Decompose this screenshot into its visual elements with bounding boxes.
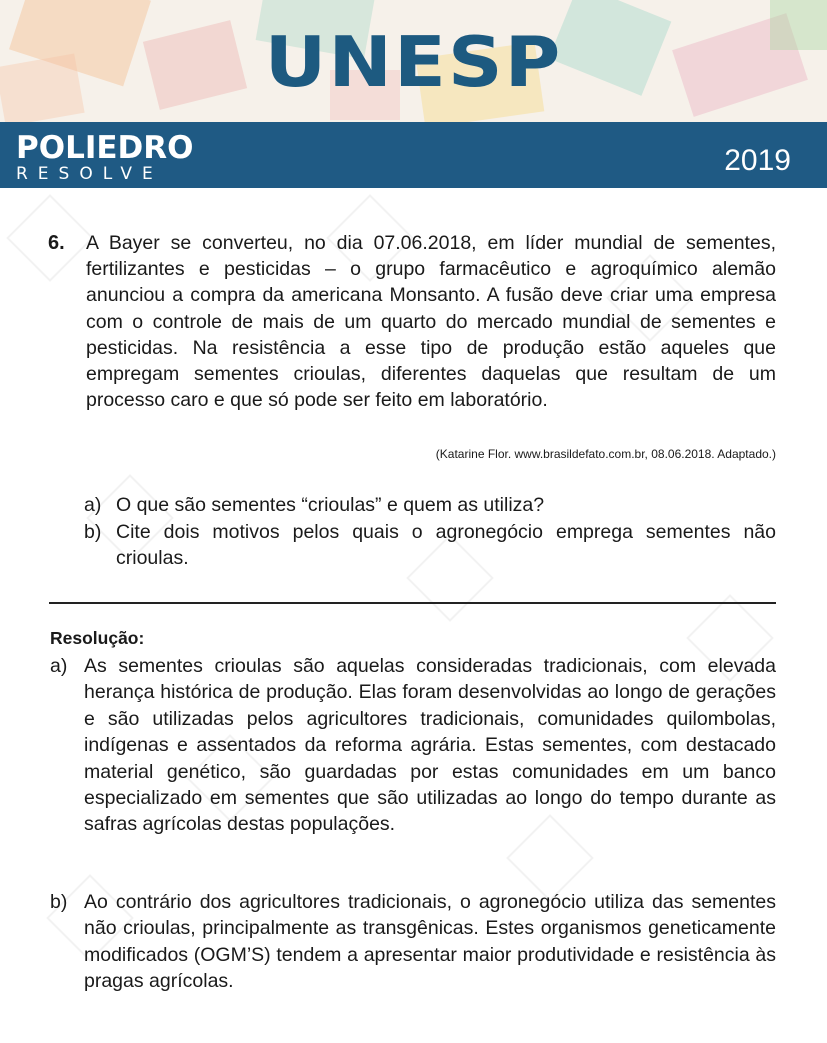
answer-text: Ao contrário dos agricultores tradicionais, o agronegócio utiliza das sementes não crioulas, principalmente as transgênicas. Estes organismos geneticamente modificados (OGM’S) tendem a apresentar maior produtividade e resistência às pragas agrícolas. xyxy=(84,891,776,993)
question-text: A Bayer se converteu, no dia 07.06.2018, em líder mundial de sementes, fertilizantes e pesticidas – o grupo farmacêutico e agroquímico alemão anunciou a compra da americana Monsanto. A fusão deve criar uma empresa com o controle de mais de um quarto do mercado mundial de sementes e pesticidas. Na resistência a esse tipo de produção estão aqueles que empregam sementes crioulas, diferentes daquelas que resultam de um processo caro e que só pode ser feito em laboratório. xyxy=(86,232,776,412)
answer-a xyxy=(50,653,776,838)
item-text: Cite dois motivos pelos quais o agronegócio emprega sementes não crioulas. xyxy=(116,521,776,570)
answer-letter: a) xyxy=(50,655,68,677)
header-banner xyxy=(0,0,827,122)
item-text: O que são sementes “crioulas” e quem as utiliza? xyxy=(116,494,545,516)
question-number: 6. xyxy=(48,232,65,254)
item-letter: b) xyxy=(84,521,102,543)
question-item-a xyxy=(84,492,776,518)
exam-title: UNESP xyxy=(264,20,563,103)
poliedro-logo xyxy=(16,130,194,184)
divider xyxy=(49,602,776,604)
item-letter: a) xyxy=(84,494,102,516)
answer-letter: b) xyxy=(50,891,68,913)
question-item-b xyxy=(84,519,776,571)
answer-text: As sementes crioulas são aquelas consideradas tradicionais, com elevada herança histórica de produção. Elas foram desenvolvidas ao longo de gerações e são utilizadas pelos agricultores tradicionais, comunidades quilombolas, indígenas e assentados da reforma agrária. Estas sementes, com destacado material genético, são guardadas por estas comunidades em um banco especializado em sementes que são utilizadas ao longo do tempo durante as safras agrícolas destas populações. xyxy=(84,655,776,836)
logo-line-1: POLIEDRO xyxy=(16,130,194,166)
answer-b xyxy=(50,889,776,995)
resolution-title: Resolução: xyxy=(50,628,145,648)
logo-line-2: RESOLVE xyxy=(16,164,163,184)
exam-year: 2019 xyxy=(724,144,791,177)
citation: (Katarine Flor. www.brasildefato.com.br, 08.06.2018. Adaptado.) xyxy=(435,447,776,461)
